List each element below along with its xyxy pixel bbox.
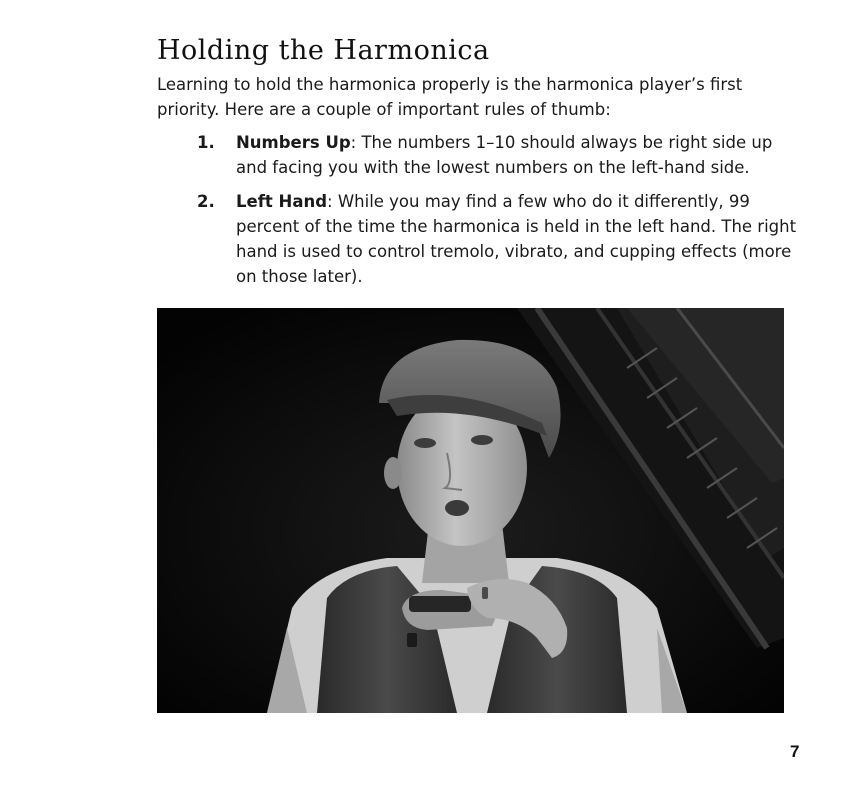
rule-text: : While you may find a few who do it differently, 99 percent of the time the harmonica is held in the left hand. The right hand is used to control tremolo, vibrato, and cupping effects (more on those later). (236, 192, 797, 286)
intro-paragraph: Learning to hold the harmonica properly is the harmonica player’s first priority. Here are a couple of important rules of thumb: (157, 75, 743, 119)
harmonica (409, 596, 471, 612)
rule-item (157, 189, 797, 289)
ear (384, 457, 402, 489)
page-number: 7 (790, 742, 800, 761)
rule-term: Left Hand (236, 192, 328, 211)
mouth (445, 500, 469, 516)
harmonica-player-photo (157, 308, 784, 713)
rule-number: 1. (197, 133, 215, 152)
ring (482, 587, 488, 599)
rules-list (157, 130, 797, 298)
photo-illustration (157, 308, 784, 713)
rule-term: Numbers Up (236, 133, 351, 152)
rule-number: 2. (197, 192, 215, 211)
rule-text: : The numbers 1–10 should always be right side up and facing you with the lowest numbers on the left-hand side. (236, 133, 773, 177)
rule-item (157, 130, 797, 180)
page-heading: Holding the Harmonica (157, 35, 490, 66)
lapel-mic (407, 633, 417, 647)
